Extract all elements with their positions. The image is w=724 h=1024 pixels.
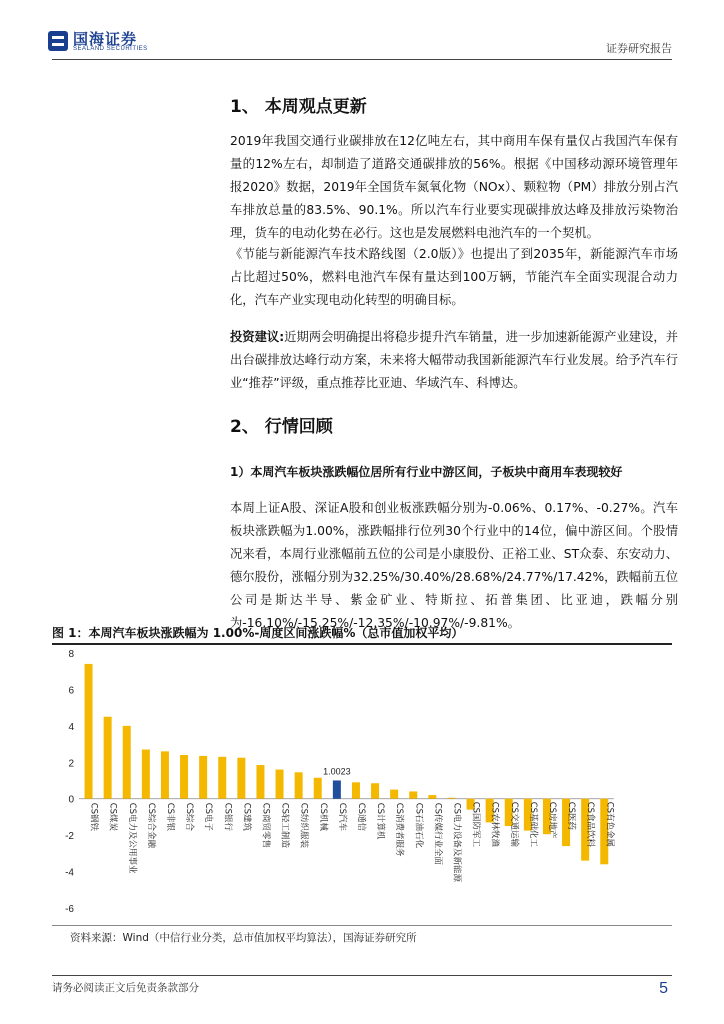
header-divider [52, 59, 672, 60]
footer-disclaimer: 请务必阅读正文后免责条款部分 [52, 982, 199, 994]
section2-title: 2、 行情回顾 [230, 417, 333, 437]
footer-divider [52, 975, 672, 976]
section1-para3 [230, 326, 678, 395]
bar [161, 751, 169, 798]
section1-title: 1、 本周观点更新 [230, 97, 367, 117]
x-tick-label: CS综合 [184, 802, 195, 832]
page-number: 5 [659, 980, 668, 997]
section2-subtitle: 1）本周汽车板块涨跌幅位居所有行业中游区间，子板块中商用车表现较好 [230, 465, 623, 479]
bar [314, 778, 322, 799]
y-tick-label: -2 [65, 831, 74, 843]
x-tick-label: CS非银 [164, 802, 175, 832]
company-logo [38, 27, 198, 57]
x-tick-label: CS计算机 [375, 802, 386, 840]
bar [85, 664, 93, 799]
x-tick-label: CS食品饮料 [585, 801, 596, 848]
x-tick-label: CS石油石化 [413, 802, 424, 849]
bar [428, 795, 436, 799]
y-tick-label: -6 [65, 904, 74, 915]
bar-chart [52, 645, 672, 920]
bar [371, 783, 379, 798]
invest-text: 近期两会明确提出将稳步提升汽车销量，进一步加速新能源产业建设，并出台碳排放达峰行动方案，未来将大幅带动我国新能源汽车行业发展。给予汽车行业“推荐”评级，重点推荐比亚迪、华域汽车、科博达。 [230, 330, 678, 390]
x-tick-label: CS消费者服务 [394, 802, 405, 857]
x-tick-label: CS轻工制造 [279, 802, 290, 849]
figure-title: 图 1：本周汽车板块涨跌幅为 1.00%-周度区间涨跌幅%（总市值加权平均） [52, 626, 464, 640]
report-type: 证券研究报告 [606, 42, 672, 55]
section2-para: 本周上证A股、深证A股和创业板涨跌幅分别为-0.06%、0.17%、-0.27%。汽车板块涨跌幅为1.00%，涨跌幅排行位列30个行业中的14位，偏中游区间。个股情况来看，本周行业涨幅前五位的公司是小康股份、正裕工业、ST众泰、东安动力、德尔股份，涨幅分别为32.25%/30.40%/28.68%/24.77%/17.42%，跌幅前五位公司是斯达半导、紫金矿业、特斯拉、拓普集团、比亚迪，跌幅分别为-16.10%/-15.25%/-12.35%/-10.97%/-9.81%。 [230, 501, 678, 630]
x-tick-label: CS房地产 [546, 801, 557, 839]
x-tick-label: CS医药 [566, 801, 577, 831]
data-label: 1.0023 [323, 766, 351, 777]
x-tick-label: CS机械 [317, 802, 328, 832]
x-tick-label: CS钢铁 [88, 802, 99, 832]
bar [447, 798, 455, 799]
x-tick-label: CS商贸零售 [260, 802, 271, 849]
bar [218, 757, 226, 799]
invest-label: 投资建议: [230, 330, 285, 344]
bar [123, 726, 131, 799]
x-tick-label: CS纺织服装 [298, 802, 309, 849]
bar [333, 780, 341, 798]
x-tick-label: CS电力设备及新能源 [451, 802, 462, 883]
x-tick-label: CS有色金属 [604, 801, 615, 848]
section1-para2: 《节能与新能源汽车技术路线图（2.0版）》也提出了到2035年，新能源汽车市场占比超过50%，燃料电池汽车保有量达到100万辆，节能汽车全面实现混合动力化，汽车产业实现电动化转型的明确目标。 [230, 247, 678, 307]
bar [199, 756, 207, 799]
bar [390, 790, 398, 799]
logo-text-cn: 国海证券 [73, 30, 138, 48]
figure-source: 资料来源：Wind（中信行业分类，总市值加权平均算法），国海证券研究所 [70, 932, 417, 944]
x-tick-label: CS国防军工 [470, 801, 481, 848]
x-tick-label: CS综合金融 [145, 802, 156, 849]
y-tick-label: -4 [65, 867, 74, 879]
bar [256, 765, 264, 799]
y-tick-label: 0 [68, 794, 74, 806]
x-tick-label: CS建筑 [241, 802, 252, 832]
bar [352, 782, 360, 798]
y-tick-label: 8 [68, 649, 74, 660]
figure-bottom-divider [52, 925, 672, 926]
x-tick-label: CS基础化工 [527, 801, 538, 848]
logo-text-en: SEALAND SECURITIES [73, 46, 148, 52]
x-tick-label: CS交通运输 [508, 801, 519, 848]
bar [295, 772, 303, 798]
section1-para1: 2019年我国交通行业碳排放在12亿吨左右，其中商用车保有量仅占我国汽车保有量的12%左右，却制造了道路交通碳排放的56%。根据《中国移动源环境管理年报2020》数据，2019年全国货车氮氧化物（NOx）、颗粒物（PM）排放分别占汽车排放总量的83.5%、90.1%。所以汽车行业要实现碳排放达峰及排放污染物治理，货车的电动化势在必行。这也是发展燃料电池汽车的一个契机。 [230, 134, 678, 240]
x-tick-label: CS银行 [222, 802, 233, 832]
x-tick-label: CS煤炭 [107, 802, 118, 832]
x-tick-label: CS农林牧渔 [489, 801, 500, 848]
x-tick-label: CS电子 [203, 802, 214, 832]
bar [142, 750, 150, 799]
bar [180, 755, 188, 799]
bar [276, 770, 284, 799]
x-tick-label: CS汽车 [336, 802, 347, 832]
x-tick-label: CS通信 [355, 802, 366, 832]
y-tick-label: 2 [68, 758, 74, 770]
bar [409, 791, 417, 798]
logo-icon [48, 31, 68, 51]
y-tick-label: 4 [68, 721, 74, 733]
y-tick-label: 6 [68, 685, 74, 697]
x-tick-label: CS传媒行业全面 [432, 802, 443, 866]
bar [104, 717, 112, 799]
x-tick-label: CS电力及公用事业 [126, 802, 137, 874]
bar [237, 758, 245, 799]
